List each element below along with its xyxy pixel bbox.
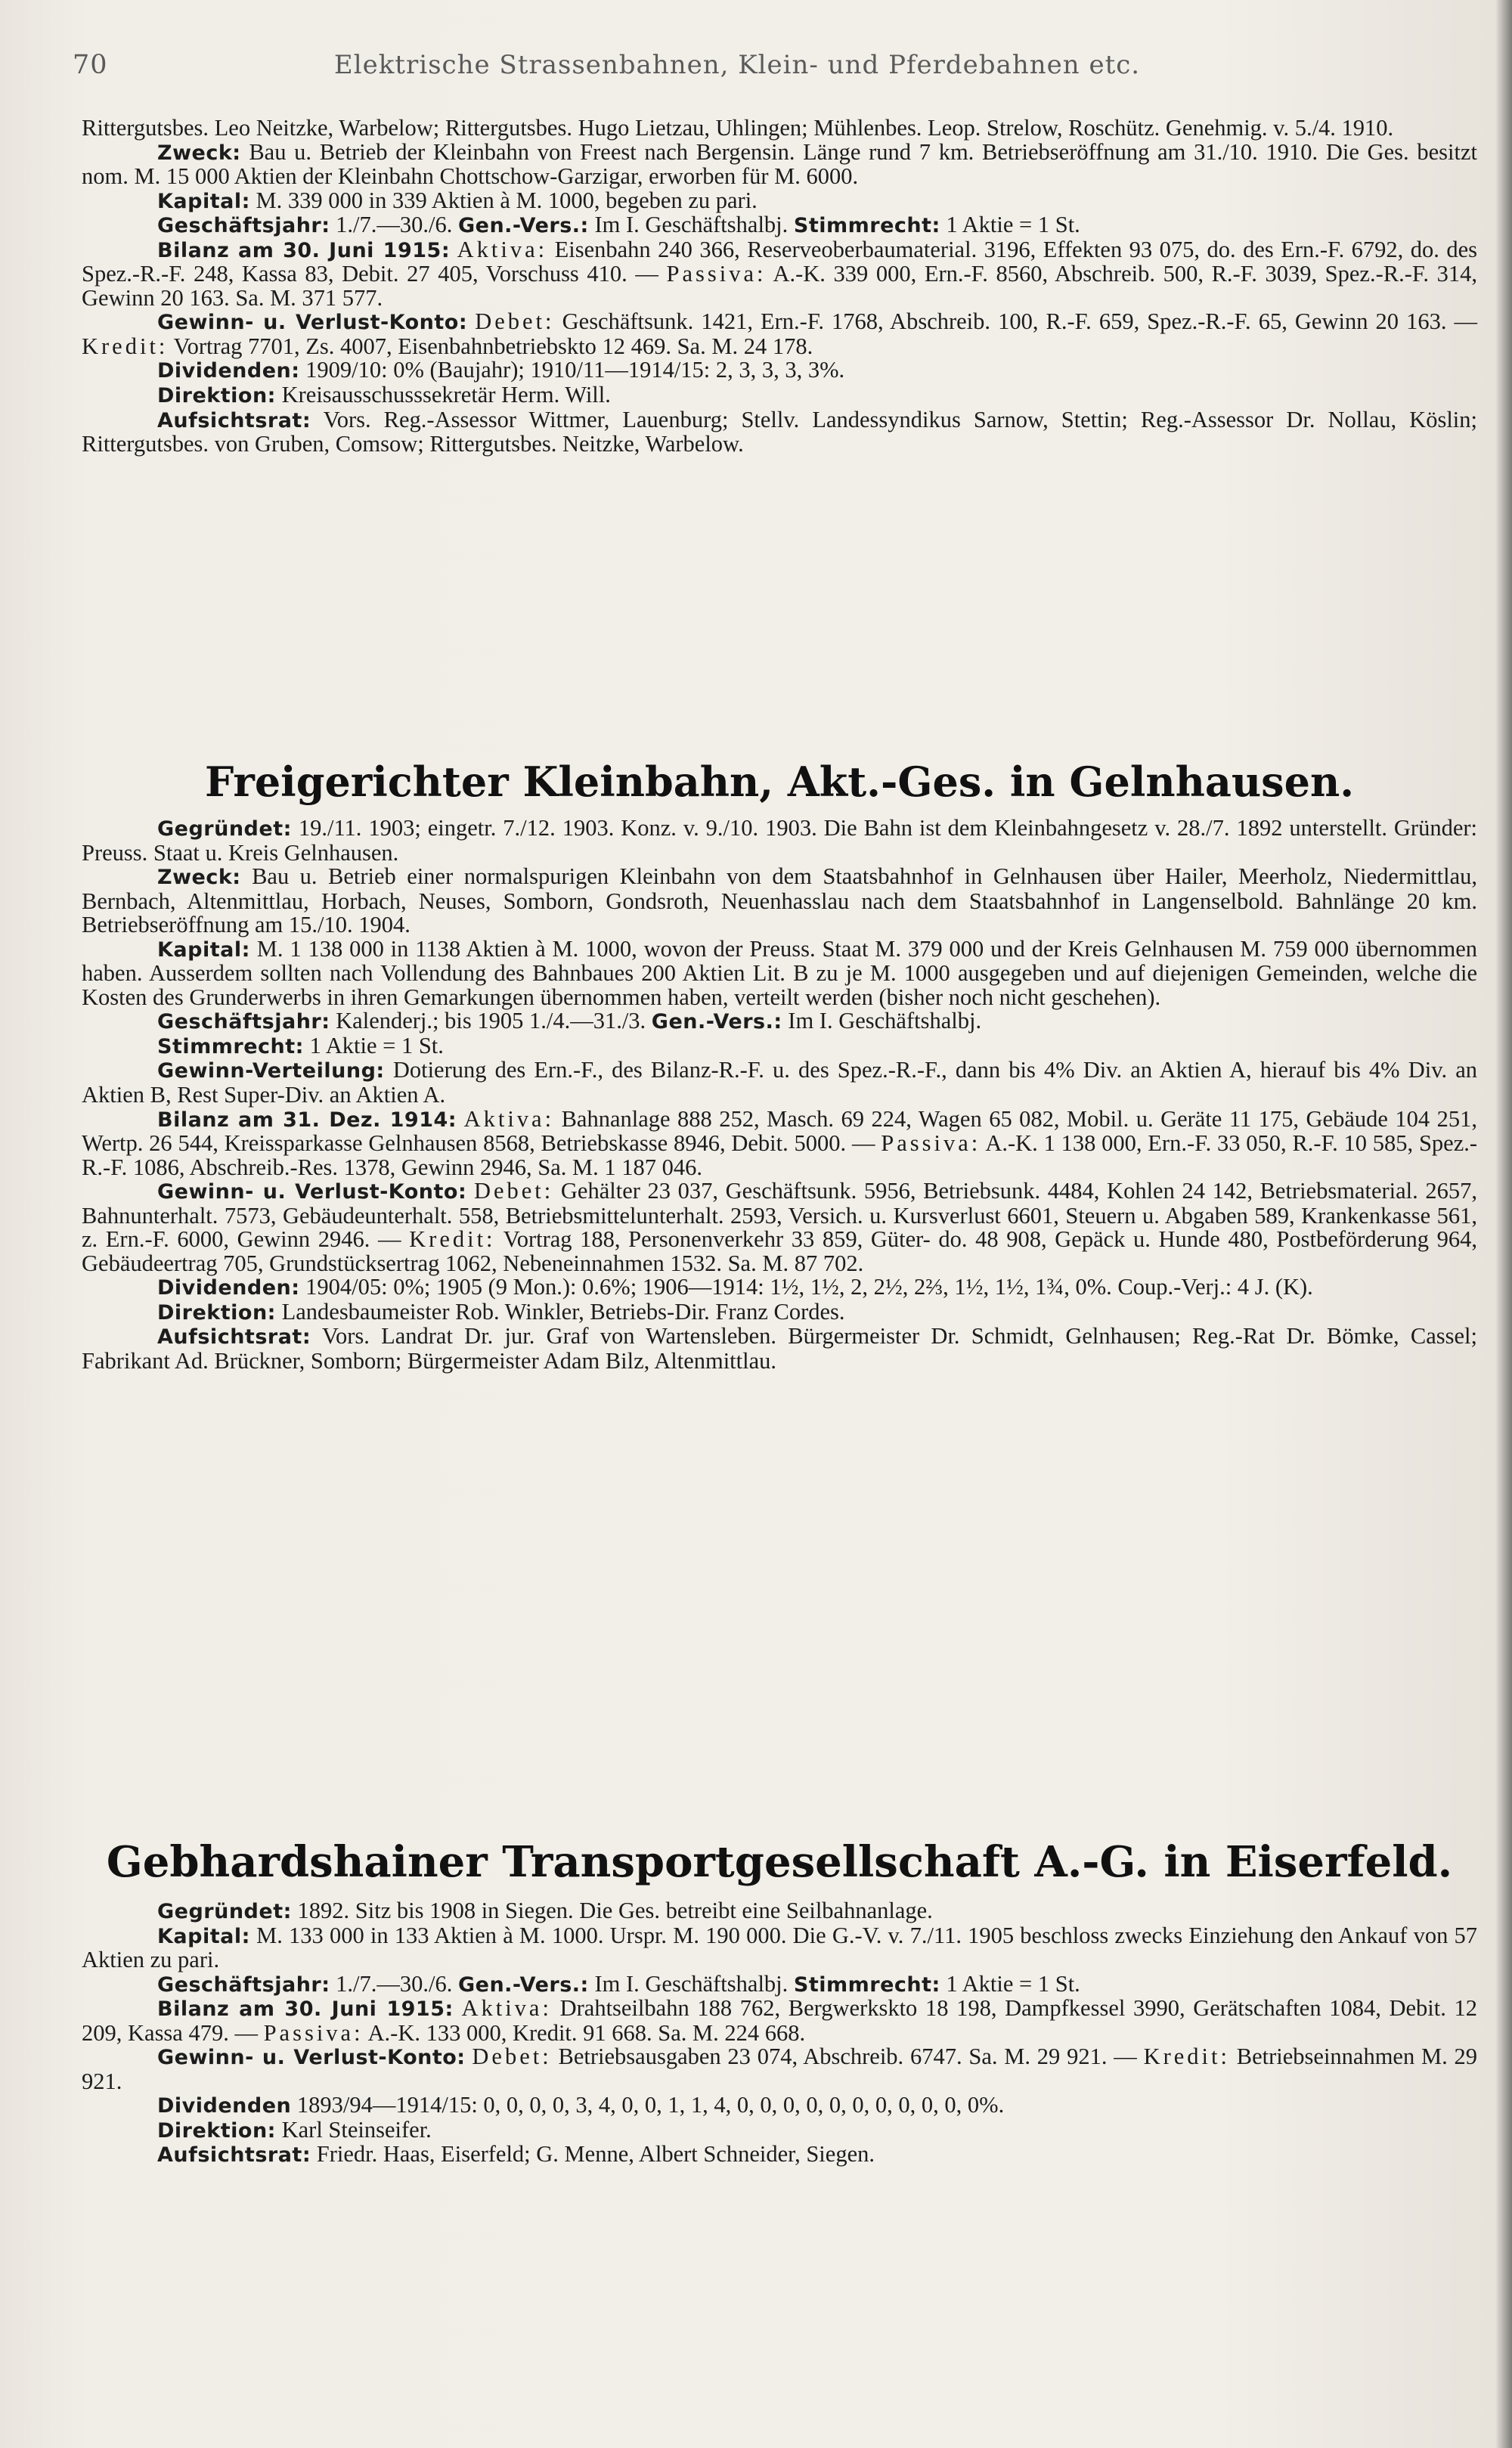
text: Bahnanlage 888 252, Masch. 69 224, Wagen 65 082, Mobil. u. Geräte 11 175, Gebäude 104 251, Wertp. 26 544, Kreissparkasse Gelnhausen 8568, Betriebskasse 8946, Debit. 5000. — <box>82 1105 1477 1157</box>
text: Bau u. Betrieb der Kleinbahn von Freest nach Bergensin. Länge rund 7 km. Betriebseröffnung am 31./10. 1910. Die Ges. besitzt nom. M. 15 000 Aktien der Kleinbahn Chottschow-Garzigar, erworben für M. 6000. <box>82 138 1478 190</box>
label: Zweck: <box>157 866 241 890</box>
text: Betriebseinnahmen M. 29 921. <box>82 2044 1478 2094</box>
label: Bilanz am 30. Juni 1915: <box>157 238 451 262</box>
label: Kredit: <box>409 1226 496 1253</box>
paragraph-geschaeftsjahr <box>82 1972 1477 1997</box>
text: Vors. Landrat Dr. jur. Graf von Wartensleben. Bürgermeister Dr. Schmidt, Gelnhausen; Reg.-Rat Dr. Bömke, Cassel; Fabrikant Ad. Brückner, Somborn; Bürgermeister Adam Bilz, Altenmittlau. <box>82 1323 1478 1374</box>
label: Stimmrecht: <box>793 214 940 238</box>
label: Stimmrecht: <box>793 1972 940 1997</box>
label: Kredit: <box>82 333 169 359</box>
paragraph-guv <box>82 1179 1477 1275</box>
text: Vors. Reg.-Assessor Wittmer, Lauenburg; Stellv. Landessyndikus Sarnow, Stettin; Reg.-Assessor Dr. Nollau, Köslin; Rittergutsbes. von Gruben, Comsow; Rittergutsbes. Neitzke, Warbelow. <box>82 406 1478 457</box>
label: Dividenden: <box>157 359 300 383</box>
company-title-gebhardshainer: Gebhardshainer Transportgesellschaft A.-G. in Eiserfeld. <box>106 1837 1453 1887</box>
label: Zweck: <box>157 141 241 165</box>
label: Kapital: <box>157 1924 250 1948</box>
label: Aktiva: <box>457 236 548 262</box>
label: Dividenden: <box>157 1276 300 1300</box>
label: Gewinn-Verteilung: <box>157 1059 385 1083</box>
paragraph-bilanz <box>82 1105 1478 1180</box>
text: Dotierung des Ern.-F., des Bilanz-R.-F. u. des Spez.-R.-F., dann bis 4% Div. an Aktien A, hierauf bis 4% Div. an Aktien B, Rest Super-Div. an Aktien A. <box>82 1057 1478 1108</box>
paragraph-guv <box>82 310 1477 358</box>
paragraph-kapital <box>82 937 1477 1010</box>
text: A.-K. 1 138 000, Ern.-F. 33 050, R.-F. 10 585, Spez.-R.-F. 1086, Abschreib.-Res. 1378, Gewinn 2946, Sa. M. 1 187 046. <box>82 1130 1478 1180</box>
section-freigerichter <box>82 817 1477 1374</box>
text: M. 1 138 000 in 1138 Aktien à M. 1000, wovon der Preuss. Staat M. 379 000 und der Kreis Gelnhausen M. 759 000 übernommen haben. Ausserdem sollten nach Vollendung des Bahnbaues 200 Aktien Lit. B zu je M. 1000 ausgegeben und auf diejenigen Gemeinden, welche die Kosten des Grunderwerbs in ihren Gemarkungen übernommen haben, verteilt werden (bisher noch nicht geschehen). <box>82 935 1477 1010</box>
text: Gehälter 23 037, Geschäftsunk. 5956, Betriebsunk. 4484, Kohlen 24 142, Betriebsmaterial. 2657, Bahnunterhalt. 7573, Gebäudeunterhalt. 558, Betriebsmittelunterhalt. 2593, Versich. u. Kursverlust 6601, Steuern u. Abgaben 589, Krankenkasse 561, z. Ern.-F. 6000, Gewinn 2946. — <box>82 1178 1478 1253</box>
label: Debet: <box>473 1178 554 1204</box>
label: Aufsichtsrat: <box>157 1325 311 1349</box>
running-title: Elektrische Strassenbahnen, Klein- und Pferdebahnen etc. <box>333 50 1141 80</box>
paragraph-kapital <box>82 189 1477 214</box>
paragraph-gegruendet <box>82 817 1477 865</box>
paragraph-dividenden <box>82 1275 1477 1300</box>
text: Geschäftsunk. 1421, Ern.-F. 1768, Abschreib. 100, R.-F. 659, Spez.-R.-F. 65, Gewinn 20 163. — <box>562 308 1478 335</box>
text: Im I. Geschäftshalbj. <box>594 212 789 238</box>
text: 1 Aktie = 1 St. <box>946 212 1080 238</box>
label: Passiva: <box>881 1130 981 1157</box>
text: Landesbaumeister Rob. Winkler, Betriebs-Dir. Franz Cordes. <box>281 1298 845 1325</box>
text: Bau u. Betrieb einer normalspurigen Kleinbahn von dem Staatsbahnhof in Gelnhausen über Hailer, Meerholz, Niedermittlau, Bernbach, Altenmittlau, Horbach, Neuses, Somborn, Gondsroth, Neuenhasslau nach dem Staatsbahnhof in Langenselbold. Bahnlänge 20 km. Betriebseröffnung am 15./10. 1904. <box>82 863 1478 938</box>
paragraph-bilanz <box>82 1997 1477 2045</box>
text: Friedr. Haas, Eiserfeld; G. Menne, Albert Schneider, Siegen. <box>316 2141 875 2168</box>
label: Debet: <box>475 308 555 335</box>
text: 1893/94—1914/15: 0, 0, 0, 0, 3, 4, 0, 0, 1, 1, 4, 0, 0, 0, 0, 0, 0, 0, 0, 0, 0, 0%. <box>296 2092 1005 2118</box>
text: Im I. Geschäftshalbj. <box>594 1970 789 1997</box>
paragraph-dividenden <box>82 2093 1477 2118</box>
label: Direktion: <box>157 2118 276 2143</box>
label: Aktiva: <box>461 1995 552 2022</box>
label: Debet: <box>472 2044 552 2070</box>
label: Direktion: <box>157 1300 276 1325</box>
paragraph-direktion <box>82 1300 1477 1325</box>
paragraph-direktion <box>82 2118 1477 2143</box>
label: Geschäftsjahr: <box>157 214 330 238</box>
paragraph-zweck <box>82 138 1478 190</box>
label: Direktion: <box>157 384 276 408</box>
label: Bilanz am 31. Dez. 1914: <box>157 1108 457 1132</box>
paragraph-direktion <box>82 383 1477 408</box>
text: Betriebsausgaben 23 074, Abschreib. 6747. Sa. M. 29 921. — <box>558 2044 1137 2070</box>
label: Gen.-Vers.: <box>651 1010 782 1034</box>
label: Gegründet: <box>157 1900 292 1923</box>
paragraph-geschaeftsjahr <box>82 213 1477 238</box>
label: Aktiva: <box>463 1105 555 1132</box>
label: Stimmrecht: <box>157 1034 304 1058</box>
label: Gewinn- u. Verlust-Konto: <box>157 1180 467 1204</box>
paragraph <box>82 116 1477 141</box>
label: Passiva: <box>666 261 767 287</box>
company-title-freigerichter: Freigerichter Kleinbahn, Akt.-Ges. in Gelnhausen. <box>204 758 1354 806</box>
label: Geschäftsjahr: <box>157 1972 330 1997</box>
text: 1904/05: 0%; 1905 (9 Mon.): 0.6%; 1906—1914: 1½, 1½, 2, 2½, 2⅔, 1½, 1½, 1¾, 0%. Coup.-Verj.: 4 J. (K). <box>305 1274 1313 1300</box>
paragraph-stimmrecht <box>82 1034 1477 1059</box>
text: 1892. Sitz bis 1908 in Siegen. Die Ges. betreibt eine Seilbahnanlage. <box>297 1898 933 1923</box>
paragraph-aufsichtsrat <box>82 2143 1477 2168</box>
text: Drahtseilbahn 188 762, Bergwerkskto 18 198, Dampfkessel 3990, Gerätschaften 1084, Debit. 12 209, Kassa 479. — <box>82 1995 1478 2046</box>
paragraph-guv <box>82 2045 1477 2093</box>
text: Vortrag 188, Personenverkehr 33 859, Güter- do. 48 908, Gepäck u. Hunde 480, Postbeförderung 964, Gebäudeertrag 705, Grundstücksertrag 1062, Nebeneinnahmen 1532. Sa. M. 87 702. <box>82 1226 1478 1276</box>
paragraph-gegruendet <box>82 1899 1477 1924</box>
text: 1./7.—30./6. <box>336 212 453 238</box>
text: A.-K. 339 000, Ern.-F. 8560, Abschreib. 500, R.-F. 3039, Spez.-R.-F. 314, Gewinn 20 163. Sa. M. 371 577. <box>82 261 1478 311</box>
paragraph-aufsichtsrat <box>82 1325 1477 1373</box>
text: M. 339 000 in 339 Aktien à M. 1000, begeben zu pari. <box>256 187 758 213</box>
text: 1 Aktie = 1 St. <box>309 1032 444 1058</box>
label: Bilanz am 30. Juni 1915: <box>157 1997 454 2022</box>
page-edge-shadow <box>1495 0 1512 2448</box>
text: Vortrag 7701, Zs. 4007, Eisenbahnbetriebskto 12 469. Sa. M. 24 178. <box>173 333 813 359</box>
text: M. 133 000 in 133 Aktien à M. 1000. Urspr. M. 190 000. Die G.-V. v. 7./11. 1905 beschloss zwecks Einziehung den Ankauf von 57 Aktien zu pari. <box>82 1922 1478 1973</box>
label: Passiva: <box>263 2019 364 2046</box>
text: A.-K. 133 000, Kredit. 91 668. Sa. M. 224 668. <box>367 2019 806 2046</box>
paragraph-aufsichtsrat <box>82 408 1477 457</box>
label: Aufsichtsrat: <box>157 408 311 432</box>
label: Gewinn- u. Verlust-Konto: <box>157 311 468 335</box>
text: Im I. Geschäftshalbj. <box>788 1008 982 1034</box>
text: 1 Aktie = 1 St. <box>946 1970 1080 1997</box>
text: Rittergutsbes. Leo Neitzke, Warbelow; Rittergutsbes. Hugo Lietzau, Uhlingen; Mühlenbes. Leop. Strelow, Roschütz. Genehmig. v. 5./4. 1910. <box>82 115 1394 141</box>
text: Kreisausschusssekretär Herm. Will. <box>281 382 611 408</box>
label: Kapital: <box>157 189 250 213</box>
section-gebhardshainer <box>82 1899 1477 2168</box>
text: Karl Steinseifer. <box>281 2116 432 2143</box>
label: Gewinn- u. Verlust-Konto: <box>157 2046 466 2070</box>
page-number: 70 <box>73 50 108 80</box>
label: Kapital: <box>157 937 250 962</box>
label: Dividenden <box>157 2094 292 2118</box>
paragraph-zweck <box>82 865 1477 937</box>
paragraph-kapital <box>82 1924 1477 1972</box>
label: Gen.-Vers.: <box>457 1972 589 1997</box>
paragraph-geschaeftsjahr <box>82 1009 1477 1034</box>
label: Aufsichtsrat: <box>157 2143 311 2168</box>
section-continuation <box>82 116 1477 457</box>
text: Kalenderj.; bis 1905 1./4.—31./3. <box>336 1008 646 1034</box>
text: 1./7.—30./6. <box>336 1970 453 1997</box>
text: Eisenbahn 240 366, Reserveoberbaumaterial. 3196, Effekten 93 075, do. des Ern.-F. 6792, do. des Spez.-R.-F. 248, Kassa 83, Debit. 27 405, Vorschuss 410. — <box>82 236 1478 287</box>
paragraph-dividenden <box>82 358 1477 383</box>
label: Gen.-Vers.: <box>457 214 589 238</box>
paragraph-gewinnverteilung <box>82 1058 1477 1107</box>
page-header <box>0 50 1474 88</box>
text: 19./11. 1903; eingetr. 7./12. 1903. Konz. v. 9./10. 1903. Die Bahn ist dem Kleinbahngesetz v. 28./7. 1892 unterstellt. Gründer: Preuss. Staat u. Kreis Gelnhausen. <box>82 815 1477 866</box>
label: Gegründet: <box>157 817 292 841</box>
label: Kredit: <box>1143 2044 1230 2070</box>
text: 1909/10: 0% (Baujahr); 1910/11—1914/15: 2, 3, 3, 3, 3%. <box>305 357 845 383</box>
paragraph-bilanz <box>82 238 1477 311</box>
label: Geschäftsjahr: <box>157 1010 330 1034</box>
